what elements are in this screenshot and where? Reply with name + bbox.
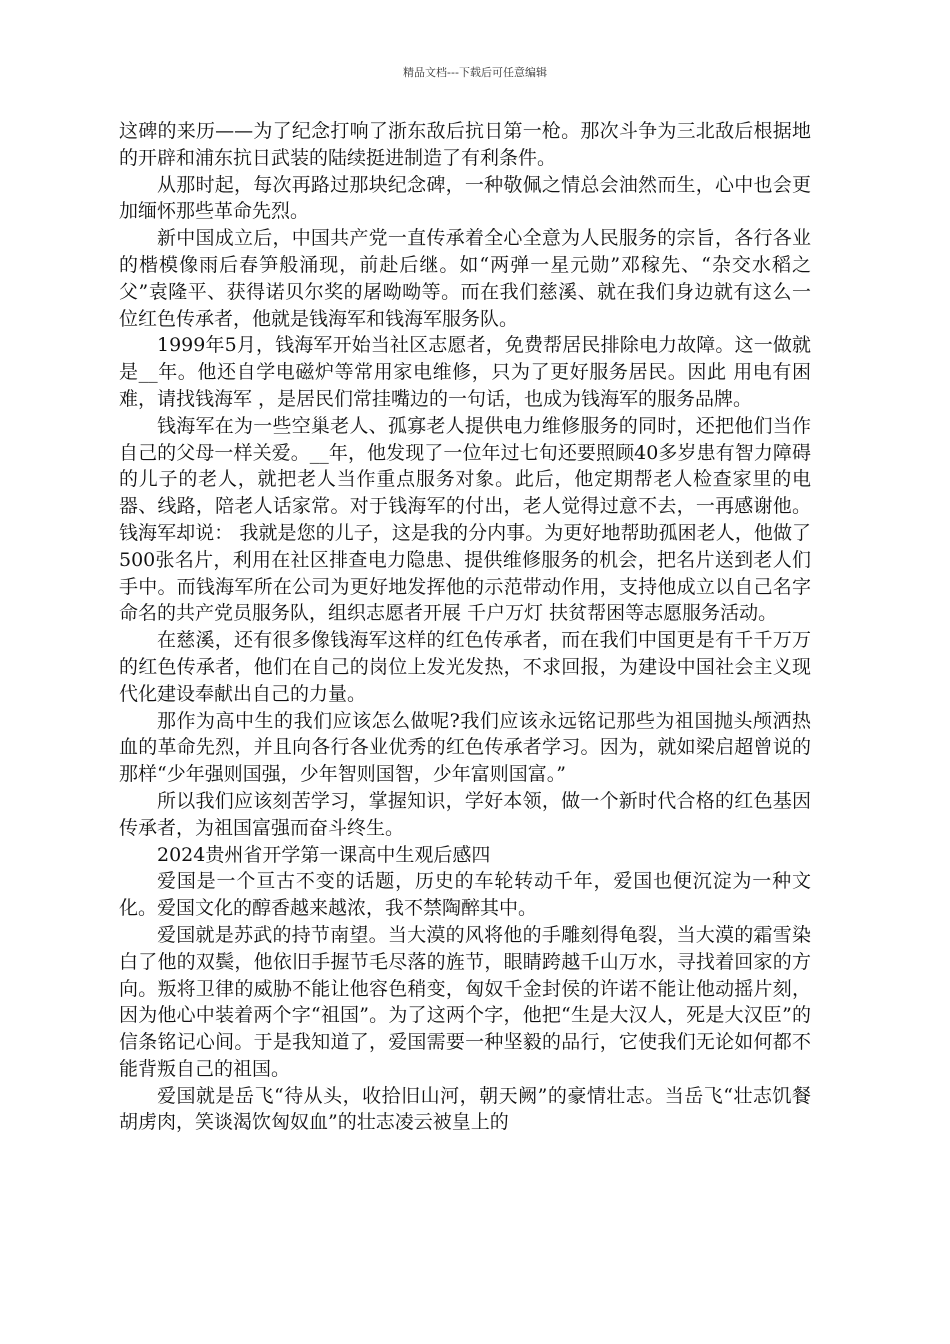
paragraph: 爱国就是岳飞“待从头，收拾旧山河，朝天阙”的豪情壮志。当岳飞“壮志饥餐胡虏肉，笑谈渴饮匈奴血”的壮志凌云被皇上的 (119, 1084, 811, 1134)
section-title: 2024贵州省开学第一课高中生观后感四 (157, 843, 491, 866)
paragraph: 在慈溪，还有很多像钱海军这样的红色传承者，而在我们中国更是有千千万万的红色传承者，他们在自己的岗位上发光发热，不求回报，为建设中国社会主义现代化建设奉献出自己的力量。 (119, 629, 811, 705)
paragraph: 新中国成立后，中国共产党一直传承着全心全意为人民服务的宗旨，各行各业的楷模像雨后春笋般涌现，前赴后继。如“两弹一星元勋”邓稼先、“杂交水稻之父”袁隆平、获得诺贝尔奖的屠呦呦等。而在我们慈溪、就在我们身边就有这么一位红色传承者，他就是钱海军和钱海军服务队。 (119, 227, 811, 330)
paragraph: 那作为高中生的我们应该怎么做呢?我们应该永远铭记那些为祖国抛头颅洒热血的革命先烈，并且向各行各业优秀的红色传承者学习。因为，就如梁启超曾说的那样“少年强则国强，少年智则国智，少年富则国富。” (119, 709, 811, 786)
paragraph: 1999年5月，钱海军开始当社区志愿者，免费帮居民排除电力故障。这一做就是__年。他还自学电磁炉等常用家电维修，只为了更好服务居民。因此 用电有困难，请找钱海军 ，是居民们常挂嘴边的一句话，也成为钱海军的服务品牌。 (119, 334, 811, 410)
paragraph: 这碑的来历——为了纪念打响了浙东敌后抗日第一枪。那次斗争为三北敌后根据地的开辟和浦东抗日武装的陆续挺进制造了有利条件。 (119, 120, 811, 169)
paragraph: 从那时起，每次再路过那块纪念碑，一种敬佩之情总会油然而生，心中也会更加缅怀那些革命先烈。 (119, 173, 811, 223)
paragraph: 爱国是一个亘古不变的话题，历史的车轮转动千年，爱国也便沉淀为一种文化。爱国文化的醇香越来越浓，我不禁陶醉其中。 (119, 870, 811, 920)
paragraph: 所以我们应该刻苦学习，掌握知识，学好本领，做一个新时代合格的红色基因传承者，为祖国富强而奋斗终生。 (119, 789, 811, 839)
page-header: 精品文档---下载后可任意编辑 (403, 66, 547, 79)
document-body (119, 118, 811, 1136)
paragraph: 爱国就是苏武的持节南望。当大漠的风将他的手雕刻得龟裂，当大漠的霜雪染白了他的双鬓，他依旧手握节毛尽落的旌节，眼睛跨越千山万水，寻找着回家的方向。叛将卫律的威胁不能让他容色稍变，匈奴千金封侯的许诺不能让他动摇片刻，因为他心中装着两个字“祖国”。为了这两个字，他把“生是大汉人，死是大汉臣”的信条铭记心间。于是我知道了，爱国需要一种坚毅的品行，它使我们无论如何都不能背叛自己的祖国。 (119, 923, 811, 1080)
paragraph: 钱海军在为一些空巢老人、孤寡老人提供电力维修服务的同时，还把他们当作自己的父母一样关爱。__年，他发现了一位年过七旬还要照顾40多岁患有智力障碍的儿子的老人，就把老人当作重点服务对象。此后，他定期帮老人检查家里的电器、线路，陪老人话家常。对于钱海军的付出，老人觉得过意不去，一再感谢他。钱海军却说： 我就是您的儿子，这是我的分内事。为更好地帮助孤困老人，他做了500张名片，利用在社区排查电力隐患、提供维修服务的机会，把名片送到老人们手中。而钱海军所在公司为更好地发挥他的示范带动作用，支持他成立以自己名字命名的共产党员服务队，组织志愿者开展 千户万灯 扶贫帮困等志愿服务活动。 (119, 414, 811, 625)
